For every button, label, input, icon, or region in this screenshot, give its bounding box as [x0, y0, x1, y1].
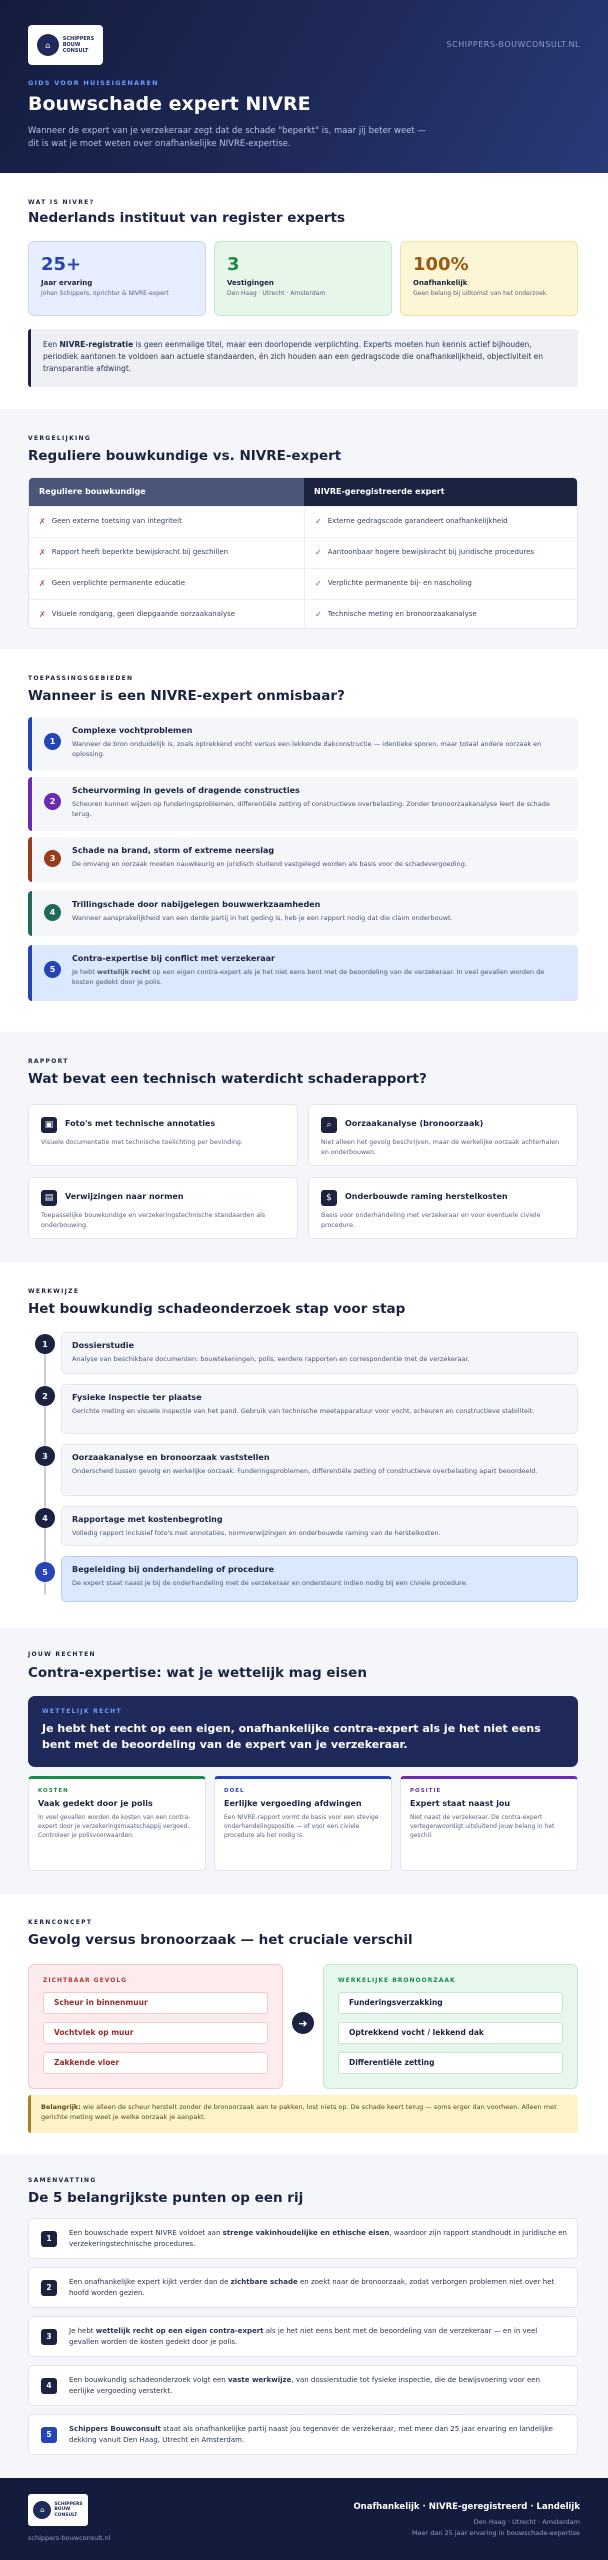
case-title: Scheurvorming in gevels of dragende constructies [72, 786, 300, 795]
report-card-desc: Niet alleen het gevolg beschrijven, maar de werkelijke oorzaak achterhalen en onderbouwen. [321, 1139, 560, 1156]
report-card-desc: Basis voor onderhandeling met verzekeraar en voor eventuele civiele procedure. [321, 1212, 541, 1229]
step-desc: Onderscheid tussen gevolg en werkelijke oorzaak. Funderingsproblemen, differentiële zetting of constructieve overbelasting apart beoordeeld. [72, 1467, 538, 1475]
banner-eyebrow: WETTELIJK RECHT [42, 1708, 122, 1715]
table-cell: Aantoonbaar hogere bewijskracht bij juridische procedures [327, 548, 535, 556]
footer-logo[interactable]: ⌂ SCHIPPERS BOUW CONSULT [28, 2494, 88, 2526]
banner-quote: Je hebt het recht op een eigen, onafhankelijke contra-expert als je het niet eens bent met de beoordeling van de expert van je verzekeraar. [42, 1722, 541, 1751]
footer-locations: Den Haag · Utrecht · Amsterdam [473, 2518, 580, 2526]
case-desc: Wanneer aansprakelijkheid van een derde partij in het geding is, heb je een rapport nodig dat die claim onderbouwt. [72, 914, 453, 922]
summary-number: 3 [41, 2329, 57, 2345]
step-desc: Analyse van beschikbare documenten: bouwtekeningen, polis, eerdere rapporten en correspondentie met de verzekeraar. [72, 1355, 470, 1363]
case-number: 4 [44, 904, 61, 921]
case-title: Schade na brand, storm of extreme neerslag [72, 846, 275, 855]
table-header-regular: Reguliere bouwkundige [29, 478, 304, 506]
report-card-title: Onderbouwde raming herstelkosten [345, 1192, 508, 1201]
stat-sub: Den Haag · Utrecht · Amsterdam [227, 290, 326, 297]
case-number: 1 [44, 733, 61, 750]
summary-item: 1 Een bouwschade expert NIVRE voldoet aan strenge vakinhoudelijke en ethische eisen, waardoor zijn rapport standhoudt in juridische en verzekeringstechnische procedures. [28, 2218, 578, 2259]
cross-icon: ✗ [39, 548, 46, 557]
logo-mark-icon: ⌂ [33, 2501, 51, 2519]
hero [0, 0, 608, 173]
report-card-photos [28, 1104, 298, 1166]
section-title: Gevolg versus bronoorzaak — het cruciale verschil [28, 1932, 413, 1948]
section-eyebrow: TOEPASSINGSGEBIEDEN [28, 675, 134, 682]
summary-item: 2 Een onafhankelijke expert kijkt verder dan de zichtbare schade en zoekt naar de bronoorzaak, zodat verborgen problemen niet over het hoofd worden gezien. [28, 2267, 578, 2308]
step-title: Begeleiding bij onderhandeling of procedure [72, 1565, 275, 1574]
footer-site-link[interactable]: schippers-bouwconsult.nl [28, 2534, 111, 2542]
nivre-callout: Een NIVRE-registratie is geen eenmalige titel, maar een doorlopende verplichting. Experts moeten hun kennis actief bijhouden, periodiek aantonen te voldoen aan actuele standaarden, én zich houden aan een gedragscode die onafhankelijkheid, objectiviteit en transparantie afdwingt. [28, 329, 578, 387]
case-item-vibration [28, 891, 578, 936]
effect-item: Scheur in binnenmuur [43, 1992, 268, 2014]
summary-number: 2 [41, 2280, 57, 2296]
table-row [29, 506, 578, 537]
stat-number: 100% [413, 254, 469, 275]
step-item [61, 1384, 578, 1434]
logo-mark-icon: ⌂ [37, 34, 59, 56]
rights-card-title: Eerlijke vergoeding afdwingen [224, 1799, 362, 1808]
effect-item: Zakkende vloer [43, 2052, 268, 2074]
case-desc: Wanneer de bron onduidelijk is, zoals optrekkend vocht versus een lekkende dakconstructie — identieke sporen, maar totaal andere oorzaak en oplossing. [72, 740, 542, 758]
dollar-icon: $ [321, 1190, 337, 1206]
rights-card-key: KOSTEN [38, 1788, 69, 1794]
stat-card-locations [214, 241, 392, 316]
report-card-costs [308, 1177, 578, 1239]
stat-card-experience [28, 241, 206, 316]
rights-card-goal [214, 1776, 392, 1871]
step-item [61, 1332, 578, 1374]
stat-number: 25+ [41, 254, 82, 275]
stat-sub: Johan Schippers, oprichter & NIVRE-expert [41, 290, 169, 297]
step-item [61, 1556, 578, 1602]
important-note: Belangrijk: wie alleen de scheur herstelt zonder de bronoorzaak aan te pakken, lost niets op. De schade keert terug — soms erger dan voorheen. Alleen met gerichte meting weet je welke oorzaak je aanpakt. [28, 2095, 578, 2133]
check-icon: ✓ [315, 579, 322, 588]
cause-item: Optrekkend vocht / lekkend dak [338, 2022, 563, 2044]
rights-card-key: POSITIE [410, 1788, 442, 1794]
section-eyebrow: RAPPORT [28, 1058, 69, 1065]
report-card-desc: Toepasselijke bouwkundige en verzekeringstechnische standaarden als onderbouwing. [41, 1212, 266, 1229]
arrow-right-icon: ➜ [292, 2012, 314, 2034]
cause-item: Differentiële zetting [338, 2052, 563, 2074]
root-cause-box [323, 1964, 578, 2089]
summary-number: 1 [41, 2231, 57, 2247]
stat-number: 3 [227, 254, 240, 275]
table-cell: Visuele rondgang, geen diepgaande oorzaakanalyse [51, 610, 236, 618]
rights-card-desc: Een NIVRE-rapport vormt de basis voor een stevige onderhandelingspositie — of voor een civiele procedure als het nodig is. [224, 1814, 379, 1839]
section-title: Het bouwkundig schadeonderzoek stap voor stap [28, 1301, 406, 1317]
footer-title: Onafhankelijk · NIVRE-geregistreerd · Landelijk [353, 2502, 580, 2512]
summary-number: 4 [41, 2378, 57, 2394]
legal-right-banner [28, 1696, 578, 1767]
case-item-cracks [28, 777, 578, 831]
cross-icon: ✗ [39, 610, 46, 619]
step-number: 5 [35, 1562, 55, 1582]
rights-card-title: Vaak gedekt door je polis [38, 1799, 153, 1808]
cause-label: WERKELIJKE BRONOORZAAK [338, 1977, 456, 1984]
case-number: 3 [44, 850, 61, 867]
report-card-title: Oorzaakanalyse (bronoorzaak) [345, 1119, 484, 1128]
footer [0, 2478, 608, 2560]
rights-card-position [400, 1776, 578, 1871]
logo[interactable] [28, 25, 103, 65]
table-row [29, 599, 578, 629]
section-eyebrow: WAT IS NIVRE? [28, 199, 95, 206]
step-title: Dossierstudie [72, 1341, 134, 1350]
cause-item: Funderingsverzakking [338, 1992, 563, 2014]
rights-card-desc: In veel gevallen worden de kosten van een contra-expert door je verzekeringsmaatschappij vergoed. Controleer je polisvoorwaarden. [38, 1814, 191, 1839]
visible-effect-box [28, 1964, 283, 2089]
check-icon: ✓ [315, 548, 322, 557]
stat-label: Jaar ervaring [41, 279, 93, 287]
effect-label: ZICHTBAAR GEVOLG [43, 1977, 128, 1984]
site-link[interactable]: SCHIPPERS-BOUWCONSULT.NL [446, 40, 580, 49]
rights-card-desc: Niet naast de verzekeraar. De contra-expert vertegenwoordigt uitsluitend jouw belang in het geschil. [410, 1814, 555, 1839]
section-eyebrow: WERKWIJZE [28, 1288, 80, 1295]
stat-card-independent [400, 241, 578, 316]
timeline-line [44, 1345, 46, 1595]
case-number: 5 [44, 961, 61, 978]
stat-label: Onafhankelijk [413, 279, 468, 287]
rights-card-costs [28, 1776, 206, 1871]
camera-icon: ▣ [41, 1117, 57, 1133]
check-icon: ✓ [315, 517, 322, 526]
step-title: Fysieke inspectie ter plaatse [72, 1393, 202, 1402]
logo-text-2: BOUW [62, 42, 81, 48]
step-number: 2 [35, 1386, 55, 1406]
step-title: Rapportage met kostenbegroting [72, 1515, 223, 1524]
step-desc: De expert staat naast je bij de onderhandeling met de verzekeraar en ondersteunt indien nodig bij een civiele procedure. [72, 1579, 468, 1587]
section-title: De 5 belangrijkste punten op een rij [28, 2190, 304, 2206]
case-item-storm [28, 837, 578, 882]
case-item-moisture [28, 717, 578, 771]
section-title: Wat bevat een technisch waterdicht schaderapport? [28, 1071, 427, 1087]
case-number: 2 [44, 793, 61, 810]
section-title: Contra-expertise: wat je wettelijk mag eisen [28, 1665, 367, 1681]
case-title: Trillingschade door nabijgelegen bouwwerkzaamheden [72, 900, 321, 909]
table-cell: Verplichte permanente bij- en nascholing [327, 579, 472, 587]
section-eyebrow: JOUW RECHTEN [28, 1651, 96, 1658]
document-icon: ▤ [41, 1190, 57, 1206]
page-title: Bouwschade expert NIVRE [28, 93, 311, 115]
step-item [61, 1506, 578, 1546]
section-eyebrow: SAMENVATTING [28, 2177, 97, 2184]
table-cell: Geen externe toetsing van integriteit [51, 517, 182, 525]
step-item [61, 1444, 578, 1496]
report-card-title: Verwijzingen naar normen [65, 1192, 184, 1201]
case-desc: De omvang en oorzaak moeten nauwkeurig en juridisch sluitend vastgelegd worden als basis voor de schadevergoeding. [72, 860, 467, 868]
summary-number: 5 [41, 2427, 57, 2443]
case-desc: Scheuren kunnen wijzen op funderingsproblemen, differentiële zetting of constructieve overbelasting. Zonder bronoorzaakanalyse leert de schade terug. [72, 800, 550, 818]
table-header-nivre: NIVRE-geregistreerde expert [304, 478, 578, 506]
comparison-table [28, 477, 578, 629]
logo-text-3: CONSULT [62, 48, 89, 54]
step-title: Oorzaakanalyse en bronoorzaak vaststellen [72, 1453, 270, 1462]
stat-label: Vestigingen [227, 279, 274, 287]
rights-card-title: Expert staat naast jou [410, 1799, 511, 1808]
table-cell: Externe gedragscode garandeert onafhankelijkheid [327, 517, 508, 525]
rights-card-key: DOEL [224, 1788, 245, 1794]
hero-subtitle: Wanneer de expert van je verzekeraar zegt dat de schade "beperkt" is, maar jij beter weet — dit is wat je moet weten over onafhankelijke NIVRE-expertise. [28, 126, 426, 149]
step-desc: Volledig rapport inclusief foto's met annotaties, normverwijzingen en onderbouwde raming van de herstelkosten. [72, 1529, 441, 1537]
section-eyebrow: VERGELIJKING [28, 435, 92, 442]
case-item-contra-expertise [28, 945, 578, 1001]
footer-experience: Meer dan 25 jaar ervaring in bouwschade-expertise [411, 2529, 580, 2537]
step-number: 3 [35, 1446, 55, 1466]
step-number: 4 [35, 1508, 55, 1528]
report-card-norms [28, 1177, 298, 1239]
case-title: Contra-expertise bij conflict met verzekeraar [72, 954, 275, 963]
stat-sub: Geen belang bij uitkomst van het onderzoek [413, 290, 547, 297]
hero-eyebrow: GIDS VOOR HUISEIGENAREN [28, 79, 159, 87]
report-card-title: Foto's met technische annotaties [65, 1119, 216, 1128]
logo-text-1: SCHIPPERS [62, 36, 95, 42]
effect-item: Vochtvlek op muur [43, 2022, 268, 2044]
summary-item: 4 Een bouwkundig schadeonderzoek volgt een vaste werkwijze, van dossierstudie tot fysieke inspectie, die de bewijsvoering voor een eerlijke vergoeding versterkt. [28, 2365, 578, 2406]
table-cell: Technische meting en bronoorzaakanalyse [327, 610, 477, 618]
report-card-desc: Visuele documentatie met technische toelichting per bevinding. [41, 1139, 243, 1146]
table-cell: Rapport heeft beperkte bewijskracht bij geschillen [51, 548, 229, 556]
table-cell: Geen verplichte permanente educatie [51, 579, 186, 587]
table-row [29, 537, 578, 568]
summary-item: 5 Schippers Bouwconsult staat als onafhankelijke partij naast jou tegenover de verzekeraar, met meer dan 25 jaar ervaring en landelijke dekking vanuit Den Haag, Utrecht en Amsterdam. [28, 2414, 578, 2455]
cross-icon: ✗ [39, 579, 46, 588]
cross-icon: ✗ [39, 517, 46, 526]
table-row [29, 568, 578, 599]
check-icon: ✓ [315, 610, 322, 619]
case-desc: Je hebt wettelijk recht op een eigen contra-expert als je het niet eens bent met de beoordeling van de verzekeraar. In veel gevallen worden de kosten gedekt door je polis. [72, 968, 545, 986]
section-title: Nederlands instituut van register experts [28, 210, 346, 226]
summary-item: 3 Je hebt wettelijk recht op een eigen contra-expert als je het niet eens bent met de beoordeling van de verzekeraar — en in veel gevallen worden de kosten gedekt door je polis. [28, 2316, 578, 2357]
step-number: 1 [35, 1334, 55, 1354]
step-desc: Gerichte meting en visuele inspectie van het pand. Gebruik van technische meetapparatuur voor vocht, scheuren en constructieve stabiliteit. [72, 1407, 535, 1415]
section-eyebrow: KERNCONCEPT [28, 1919, 93, 1926]
section-title: Reguliere bouwkundige vs. NIVRE-expert [28, 448, 342, 464]
case-title: Complexe vochtproblemen [72, 726, 193, 735]
report-card-cause [308, 1104, 578, 1166]
section-title: Wanneer is een NIVRE-expert onmisbaar? [28, 688, 345, 704]
search-icon: ⌕ [321, 1117, 337, 1133]
